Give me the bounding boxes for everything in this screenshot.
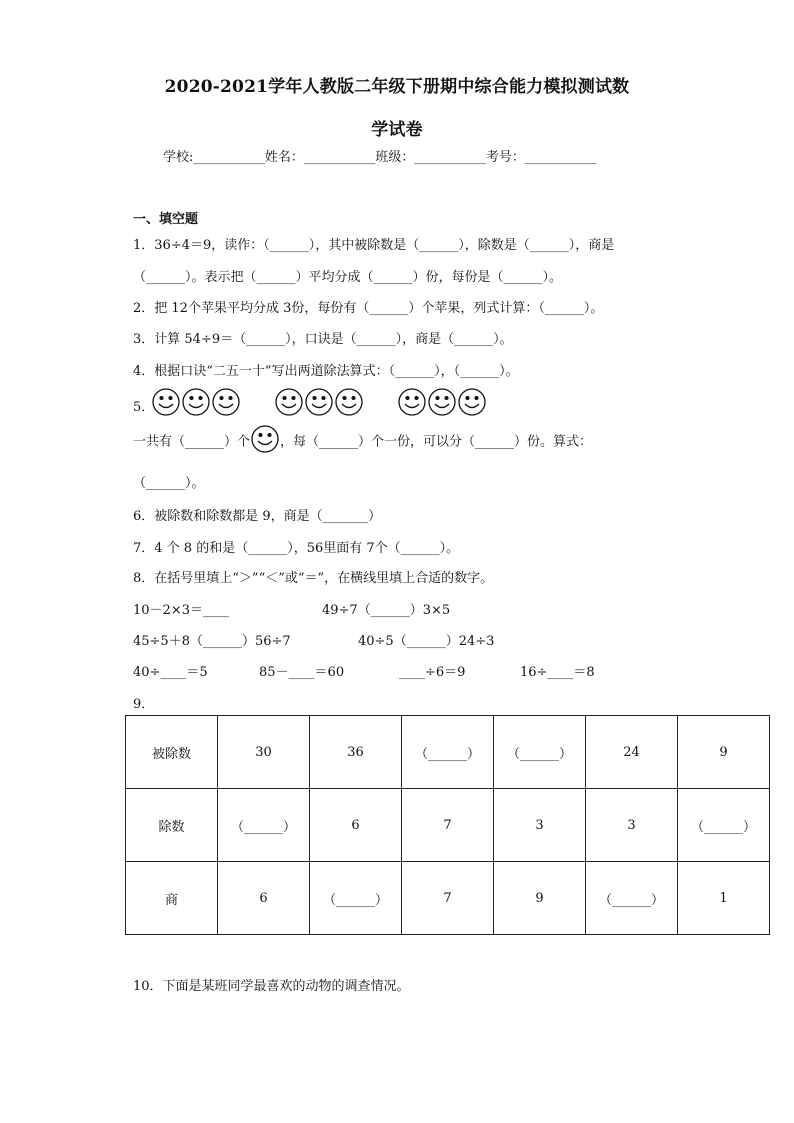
- question-5-text-before: 一共有（______）个: [133, 434, 251, 450]
- table-cell: 6: [310, 789, 402, 862]
- table-cell: 被除数: [126, 716, 218, 789]
- question-8-item: 45÷5＋8（______）56÷7: [133, 634, 291, 649]
- smiley-group-3: [396, 386, 488, 422]
- question-8-item: 40÷____＝5: [133, 665, 208, 680]
- table-cell: （______）: [678, 789, 770, 862]
- question-4: 4．根据口诀“二五一十”写出两道除法算式：（______），（______）。: [133, 364, 519, 379]
- table-cell: （______）: [310, 862, 402, 935]
- question-8-item: 49÷7（______）3×5: [322, 603, 451, 618]
- question-9-label: 9．: [133, 697, 155, 712]
- question-5-text-after: ，每（______）个一份，可以分（______）份。算式：: [280, 434, 593, 450]
- table-cell: 9: [494, 862, 586, 935]
- table-cell: 30: [218, 716, 310, 789]
- question-8-item: 16÷____＝8: [520, 665, 595, 680]
- table-cell: （______）: [494, 716, 586, 789]
- table-cell: 6: [218, 862, 310, 935]
- table-cell: 7: [402, 789, 494, 862]
- smiley-face-icon: [396, 386, 488, 418]
- table-cell: 36: [310, 716, 402, 789]
- table-cell: （______）: [218, 789, 310, 862]
- question-1-line-1: 1．36÷4＝9，读作：（______），其中被除数是（______），除数是（______），商是: [133, 238, 615, 253]
- page-title-line-1: 2020-2021学年人教版二年级下册期中综合能力模拟测试数: [164, 77, 630, 97]
- table-cell: （______）: [402, 716, 494, 789]
- table-row: [126, 862, 770, 935]
- smiley-group-1: [150, 386, 242, 422]
- table-cell: 1: [678, 862, 770, 935]
- table-row: [126, 716, 770, 789]
- question-8-item: 40÷5（______）24÷3: [358, 634, 495, 649]
- question-2: 2．把 12个苹果平均分成 3份，每份有（______）个苹果，列式计算：（______）。: [133, 301, 604, 316]
- table-cell: 除数: [126, 789, 218, 862]
- question-6: 6．被除数和除数都是 9，商是（_______）: [133, 509, 382, 524]
- smiley-face-icon: [273, 386, 365, 418]
- section-heading: 一、填空题: [133, 212, 199, 227]
- smiley-face-icon: [250, 424, 280, 454]
- smiley-face-icon: [150, 386, 242, 418]
- question-8-item: 85－____＝60: [259, 665, 345, 680]
- table-cell: 3: [494, 789, 586, 862]
- question-5-line-1: [133, 430, 592, 454]
- question-8-item: ____÷6＝9: [399, 665, 466, 680]
- division-table: [125, 715, 770, 935]
- question-1-line-2: （______）。表示把（______）平均分成（______）份，每份是（______）。: [133, 270, 563, 285]
- table-cell: 7: [402, 862, 494, 935]
- table-cell: 24: [586, 716, 678, 789]
- page-title-line-2: 学试卷: [371, 120, 423, 140]
- question-5-line-2: （______）。: [133, 476, 205, 491]
- student-info-line: 学校:___________姓名：___________班级：___________考号：___________: [163, 150, 597, 165]
- table-cell: （______）: [586, 862, 678, 935]
- question-5-label: 5．: [133, 400, 155, 415]
- question-10: 10．下面是某班同学最喜欢的动物的调查情况。: [133, 979, 410, 994]
- question-3: 3．计算 54÷9＝（______），口诀是（______），商是（______）。: [133, 332, 513, 347]
- table-cell: 商: [126, 862, 218, 935]
- question-8: 8．在括号里填上“＞”“＜”或“＝”，在横线里填上合适的数字。: [133, 571, 494, 586]
- table-cell: 9: [678, 716, 770, 789]
- table-cell: 3: [586, 789, 678, 862]
- question-8-item: 10－2×3＝____: [133, 603, 229, 618]
- question-7: 7．4 个 8 的和是（______），56里面有 7个（______）。: [133, 541, 460, 556]
- smiley-group-2: [273, 386, 365, 422]
- table-row: [126, 789, 770, 862]
